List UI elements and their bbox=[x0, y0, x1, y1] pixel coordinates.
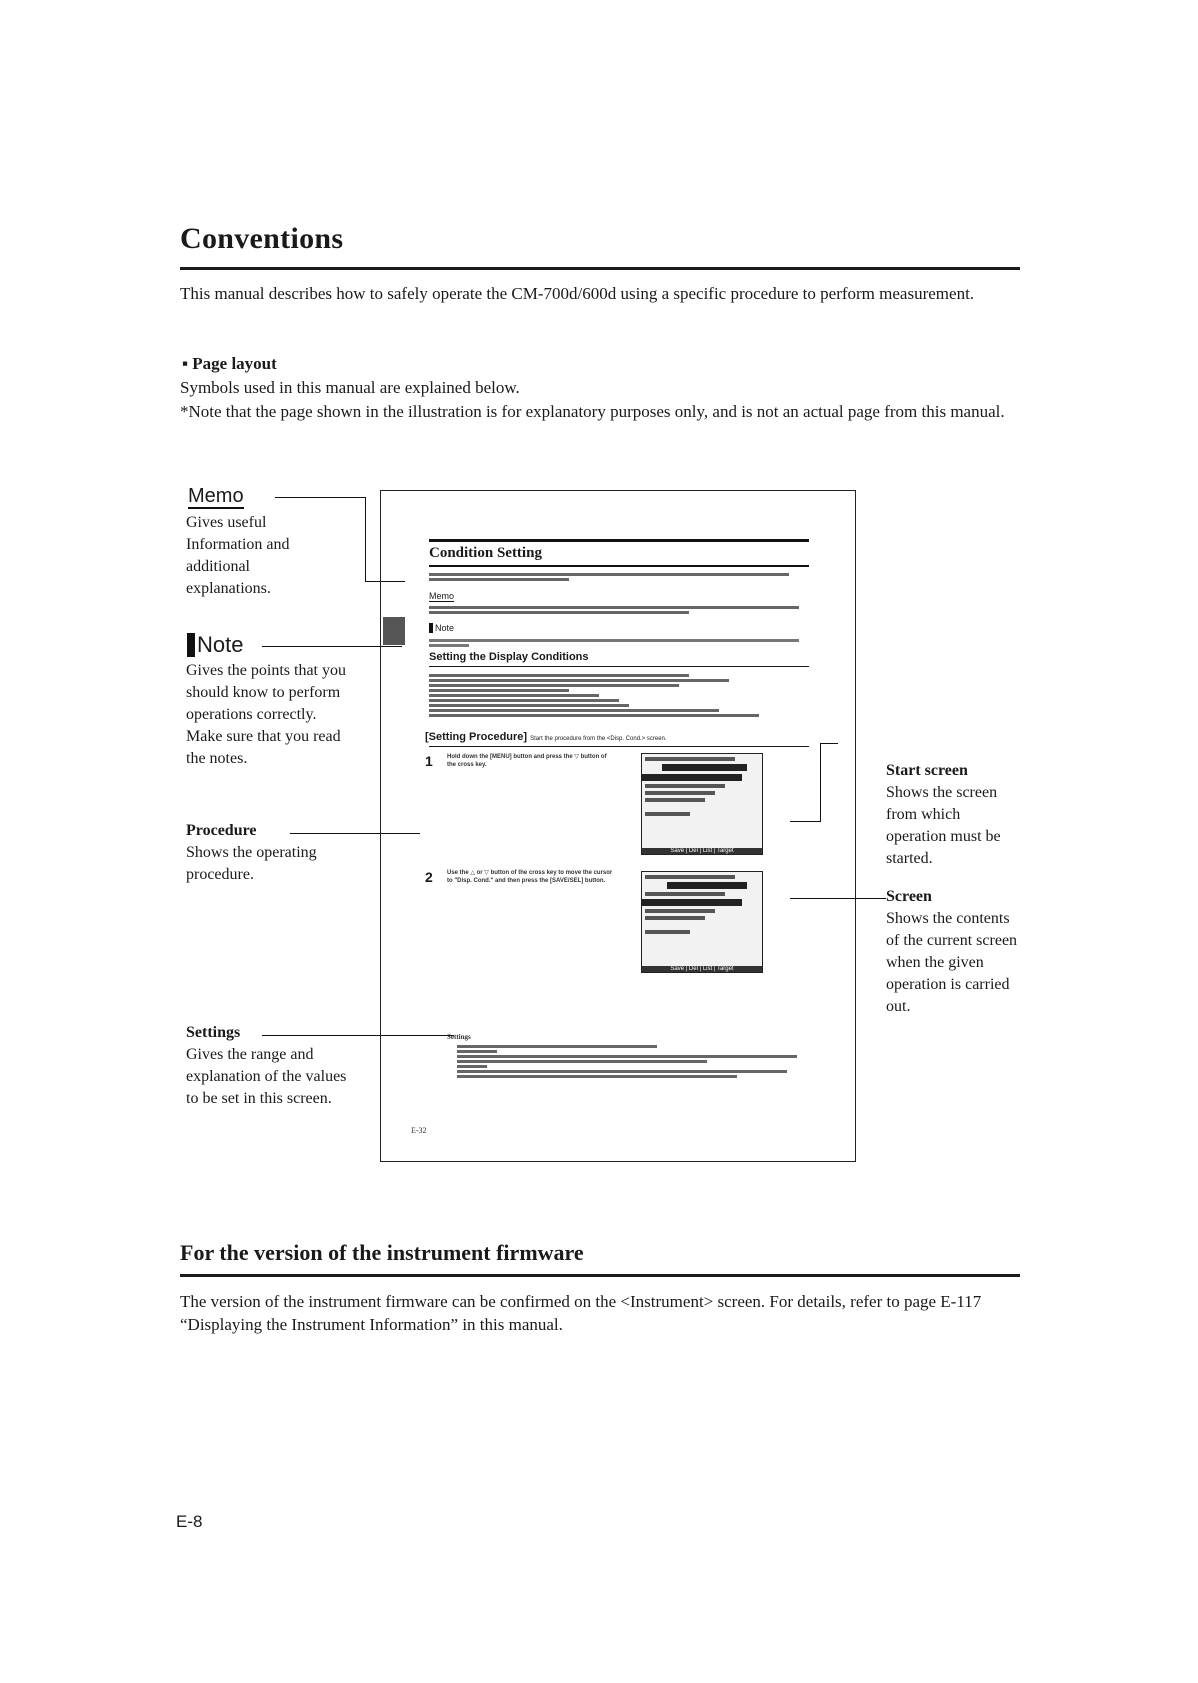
sample-heading-rule bbox=[429, 565, 809, 567]
page-layout-line2: *Note that the page shown in the illustration is for explanatory purposes only, and is not an actual page from this manual. bbox=[180, 402, 1005, 421]
step1-number: 1 bbox=[425, 753, 433, 769]
procedure-label bbox=[186, 820, 346, 886]
start-screen-description: Shows the screen from which operation must be started. bbox=[886, 784, 1001, 867]
start-leader bbox=[820, 743, 838, 744]
sample-procedure-line bbox=[425, 731, 667, 743]
step2-number: 2 bbox=[425, 869, 433, 885]
step1-text: Hold down the [MENU] button and press the ▽ button of the cross key. bbox=[447, 754, 607, 768]
memo-leader-v bbox=[365, 497, 366, 581]
intro-paragraph: This manual describes how to safely operate the CM-700d/600d using a specific procedure to perform measurement. bbox=[180, 284, 975, 303]
firmware-text: The version of the instrument firmware can be confirmed on the <Instrument> screen. For details, refer to page E-117 “Displaying the Instrument Information” in this manual. bbox=[180, 1292, 982, 1334]
start-leader-v bbox=[820, 743, 821, 821]
sample-intro-lines bbox=[429, 571, 799, 583]
sample-note-lines bbox=[429, 637, 799, 649]
sample-screen-2 bbox=[641, 871, 763, 973]
sample-body-lines bbox=[429, 672, 759, 719]
sample-procedure-tail: Start the procedure from the <Disp. Cond.> screen. bbox=[530, 736, 667, 742]
screen1-footer: Save | Del | List | Target bbox=[642, 848, 762, 854]
screen-label bbox=[886, 886, 1021, 1018]
sample-procedure-label: [Setting Procedure] bbox=[425, 731, 528, 743]
screen-leader bbox=[790, 898, 886, 899]
sample-settings-label: Settings bbox=[447, 1033, 471, 1041]
sample-side-tab bbox=[383, 617, 405, 645]
sample-procedure-rule bbox=[429, 746, 809, 747]
settings-title: Settings bbox=[186, 1024, 241, 1041]
start-screen-title: Start screen bbox=[886, 762, 968, 779]
memo-leader bbox=[275, 497, 365, 498]
sample-subheading-rule bbox=[429, 666, 809, 667]
sample-page bbox=[380, 490, 856, 1162]
sample-top-rule bbox=[429, 539, 809, 542]
firmware-rule bbox=[180, 1274, 1020, 1277]
sample-screen-1 bbox=[641, 753, 763, 855]
sample-subheading: Setting the Display Conditions bbox=[429, 651, 589, 663]
sample-settings-lines bbox=[457, 1043, 797, 1080]
page-number: E-8 bbox=[176, 1512, 203, 1531]
note-icon: Note bbox=[187, 633, 243, 657]
procedure-description: Shows the operating procedure. bbox=[186, 844, 317, 883]
screen-title: Screen bbox=[886, 888, 932, 905]
start-screen-label bbox=[886, 760, 1021, 870]
page-layout-line1: Symbols used in this manual are explained below. bbox=[180, 378, 520, 397]
sample-memo-lines bbox=[429, 604, 799, 616]
sample-memo-icon: Memo bbox=[429, 591, 455, 601]
settings-description: Gives the range and explanation of the values to be set in this screen. bbox=[186, 1046, 347, 1107]
start-leader-h2 bbox=[790, 821, 821, 822]
screen2-footer: Save | Del | List | Target bbox=[642, 966, 762, 972]
firmware-title: For the version of the instrument firmware bbox=[180, 1240, 584, 1265]
memo-icon: Memo bbox=[188, 485, 244, 507]
sample-page-number: E-32 bbox=[411, 1126, 427, 1135]
note-description: Gives the points that you should know to perform operations correctly. Make sure that you read the notes. bbox=[186, 662, 346, 767]
screen-description: Shows the contents of the current screen when the given operation is carried out. bbox=[886, 910, 1018, 1015]
page-title: Conventions bbox=[180, 222, 344, 255]
sample-heading: Condition Setting bbox=[429, 545, 542, 561]
sample-note-icon: Note bbox=[429, 623, 454, 633]
procedure-title: Procedure bbox=[186, 822, 257, 839]
memo-description: Gives useful Information and additional explanations. bbox=[186, 514, 290, 597]
step2-text: Use the △ or ▽ button of the cross key to move the cursor to "Disp. Cond." and then press the [SAVE/SEL] button. bbox=[447, 870, 613, 884]
page-layout-heading: ▪ Page layout bbox=[182, 354, 277, 373]
title-rule bbox=[180, 267, 1020, 270]
